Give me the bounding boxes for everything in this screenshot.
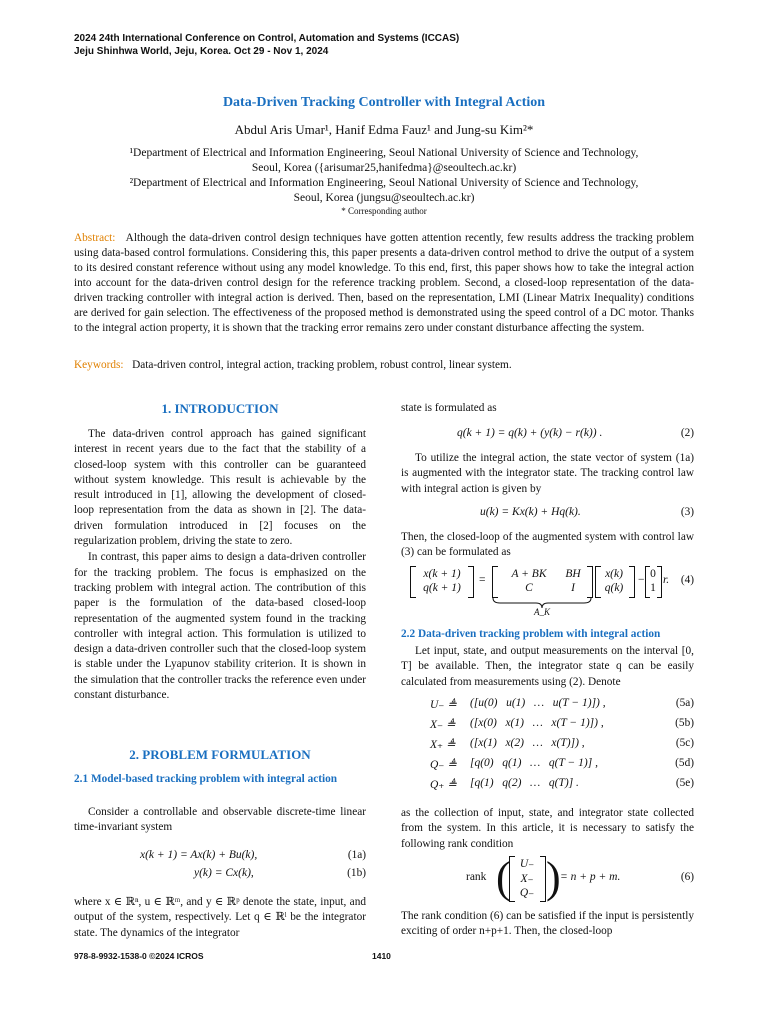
intro-paragraph-2: In contrast, this paper aims to design a data-driven controller for the tracking problem. The focus is emphasized on the tracking problem with integral action. The contribution of this paper is the formulation of the data-based closed-loop representation of the augmented system found in the tracking controller with integral action. This formulation is utilized to design a data-driven controller such that the closed-loop system is stable under the Lyapunov stability criterion. It is shown in the simulation that the controller tracks the reference even under constant disturbance. — [74, 551, 366, 702]
eq6-row2: X₋ — [520, 872, 534, 885]
eq4-matrix-col2 — [558, 567, 588, 595]
rank-paragraph-block — [401, 909, 694, 940]
closed-loop-paragraph: Then, the closed-loop of the augmented system with control law (3) can be formulated as — [401, 531, 694, 559]
section-2-title: 2. PROBLEM FORMULATION — [129, 747, 311, 762]
equation-2: q(k + 1) = q(k) + (y(k) − r(k)) . — [457, 427, 603, 439]
eq4-tail: r. — [663, 574, 670, 586]
conference-header — [74, 32, 459, 58]
equation-4 — [410, 566, 670, 622]
abstract-label: Abstract: — [74, 232, 116, 244]
subsection-2-2-title: 2.2 Data-driven tracking problem with integral action — [401, 628, 661, 640]
eq4-ref-top: 0 — [650, 568, 656, 580]
eq6-rank: rank — [466, 871, 487, 883]
eq4-m11: A + BK — [511, 568, 547, 580]
eq4-m21: C — [525, 582, 533, 594]
eq6-right-paren: ) — [546, 853, 561, 902]
equation-1b-number: (1b) — [347, 867, 366, 879]
eq6-matrix — [513, 857, 541, 901]
subsection-2-2-intro — [401, 644, 694, 690]
subsection-2-1-intro — [74, 805, 366, 836]
augmentation-paragraph-block — [401, 451, 694, 497]
equation-4-number: (4) — [680, 574, 694, 586]
affiliation-2 — [74, 176, 694, 206]
eq5c-lhs: X₊ ≜ — [430, 739, 456, 751]
eq4-ref-bottom: 1 — [650, 582, 656, 594]
intro-paragraph-1: The data-driven control approach has gained significant interest in recent years due to the fact that the stability of a closed-loop system with this controller can be guaranteed without system knowledge. This result is achievable by the result introduced in [1], allowing the development of closed-loop representation from the data as shown in [2]. The data-driven formulation introduced in [2] focuses on the regularization problem, driving the state to zero. — [74, 428, 366, 548]
state-paragraph: state is formulated as — [401, 402, 497, 414]
eq4-lhs-top: x(k + 1) — [423, 568, 461, 580]
abstract-text: Although the data-driven control design techniques have gotten attention recently, few results address the tracking problem using data-based control formulations. Considering this, this paper presents a data-driven control method to drive the output of a system to its desired constant reference without using any model knowledge. To this end, first, this paper shows how to take the integral action into account for the data-driven control design for the reference tracking problem. Second, a closed-loop representation of the data-driven tracking controller with integral action is derived. Then, based on the representation, LMI (Linear Matrix Inequality) conditions are derived for gain selection. The effectiveness of the proposed method is demonstrated using the speed control of a DC motor. Thanks to the integral action property, it is shown that the tracking error remains zero under constant disturbance affecting the system. — [74, 232, 694, 334]
eq4-m12: BH — [565, 568, 581, 580]
eq4-brace-label: A_K — [533, 607, 550, 617]
eq5d-number: (5d) — [675, 757, 694, 769]
section-1-title: 1. INTRODUCTION — [161, 401, 279, 416]
page-number: 1410 — [372, 951, 391, 961]
eq4-matrix-right-bracket — [587, 566, 593, 598]
keywords-text: Data-driven control, integral action, tracking problem, robust control, linear system. — [132, 359, 512, 371]
eq5c-number: (5c) — [675, 737, 694, 749]
eq4-minus: − — [638, 574, 645, 586]
equation-1a: x(k + 1) = Ax(k) + Bu(k), — [140, 849, 258, 861]
eq5a-lhs: U₋ ≜ — [430, 699, 457, 711]
eq4-equals: = — [479, 574, 486, 586]
eq5e-rhs: [q(1) q(2) … q(T)] . — [470, 777, 579, 789]
equation-6 — [466, 855, 666, 905]
eq5b-rhs: ([x(0) x(1) … x(T − 1)]) , — [470, 717, 604, 729]
closed-loop-paragraph-block — [401, 530, 694, 561]
eq4-lhs-right-bracket — [468, 566, 474, 598]
subsection-2-1-continued — [74, 895, 366, 941]
subsection-2-1-paragraph-2: where x ∈ ℝⁿ, u ∈ ℝᵐ, and y ∈ ℝᵖ denote the state, input, and output of the system, respectively. Let q ∈ ℝˡ be the integrator state. The dynamics of the integrator — [74, 896, 366, 939]
collection-paragraph-block — [401, 806, 694, 852]
eq5d-lhs: Q₋ ≜ — [430, 759, 457, 771]
affiliation-1-line1: ¹Department of Electrical and Information Engineering, Seoul National University of Science and Technology, — [129, 147, 639, 159]
equation-2-number: (2) — [680, 427, 694, 439]
affiliation-2-line2: Seoul, Korea (jungsu@seoultech.ac.kr) — [293, 192, 475, 204]
eq4-m22: I — [571, 582, 575, 594]
eq5b-number: (5b) — [675, 717, 694, 729]
eq5b-lhs: X₋ ≜ — [430, 719, 456, 731]
eq4-matrix-col1 — [500, 567, 558, 595]
eq4-state-bottom: q(k) — [604, 582, 624, 594]
eq6-rhs: = n + p + m. — [560, 871, 621, 883]
subsection-2-2-paragraph-1: Let input, state, and output measurements on the interval [0, T] be available. Then, the integrator state q can be easily calculated from measurements using (2). Denote — [401, 645, 694, 688]
affiliation-1 — [74, 146, 694, 176]
affiliation-1-line2: Seoul, Korea ({arisumar25,hanifedma}@seoultech.ac.kr) — [251, 162, 517, 174]
equation-3: u(k) = Kx(k) + Hq(k). — [480, 506, 581, 518]
conference-name: 2024 24th International Conference on Control, Automation and Systems (ICCAS) — [74, 33, 460, 44]
keywords-label: Keywords: — [74, 359, 124, 371]
eq6-left-paren: ( — [496, 853, 511, 902]
eq5d-rhs: [q(0) q(1) … q(T − 1)] , — [470, 757, 598, 769]
subsection-2-1-paragraph-1: Consider a controllable and observable discrete-time linear time-invariant system — [74, 806, 366, 834]
equation-3-number: (3) — [680, 506, 694, 518]
eq4-matrix-left-bracket — [492, 566, 498, 598]
eq4-state-vector — [598, 567, 630, 595]
equation-6-number: (6) — [680, 871, 694, 883]
eq4-ref-right-bracket — [657, 566, 662, 598]
rank-paragraph: The rank condition (6) can be satisfied if the input is persistently exciting of order n+p+1. Then, the closed-loop — [401, 910, 694, 938]
subsection-2-1-title: 2.1 Model-based tracking problem with integral action — [74, 773, 338, 785]
affiliation-2-line1: ²Department of Electrical and Information Engineering, Seoul National University of Science and Technology, — [129, 177, 639, 189]
eq5c-rhs: ([x(1) x(2) … x(T)]) , — [470, 737, 585, 749]
eq5e-lhs: Q₊ ≜ — [430, 779, 457, 791]
state-intro — [401, 401, 694, 416]
eq5a-rhs: ([u(0) u(1) … u(T − 1)]) , — [470, 697, 606, 709]
eq4-state-top: x(k) — [605, 568, 623, 580]
authors: Abdul Aris Umar¹, Hanif Edma Fauz¹ and Jung-su Kim²* — [234, 122, 534, 137]
eq6-row1: U₋ — [519, 858, 535, 870]
footer-isbn: 978-8-9932-1538-0 ©2024 ICROS — [74, 951, 204, 961]
eq4-lhs-vector — [416, 567, 468, 595]
augmentation-paragraph: To utilize the integral action, the state vector of system (1a) is augmented with the integrator state. The tracking control law with integral action is given by — [401, 452, 694, 495]
paper-title: Data-Driven Tracking Controller with Integral Action — [222, 95, 546, 110]
collection-paragraph: as the collection of input, state, and integrator state collected from the system. In this article, it is necessary to satisfy the following rank condition — [401, 807, 694, 850]
eq5e-number: (5e) — [675, 777, 694, 789]
eq5a-number: (5a) — [675, 697, 694, 709]
equation-1b: y(k) = Cx(k), — [194, 867, 254, 879]
keywords — [74, 358, 694, 373]
eq4-lhs-bottom: q(k + 1) — [423, 582, 461, 594]
introduction-body — [74, 427, 366, 703]
corresponding-author-note: * Corresponding author — [341, 206, 427, 216]
abstract — [74, 231, 694, 336]
conference-venue: Jeju Shinhwa World, Jeju, Korea. Oct 29 - Nov 1, 2024 — [74, 46, 329, 57]
equation-1a-number: (1a) — [347, 849, 366, 861]
eq4-state-right-bracket — [629, 566, 635, 598]
eq6-row3: Q₋ — [519, 887, 535, 899]
